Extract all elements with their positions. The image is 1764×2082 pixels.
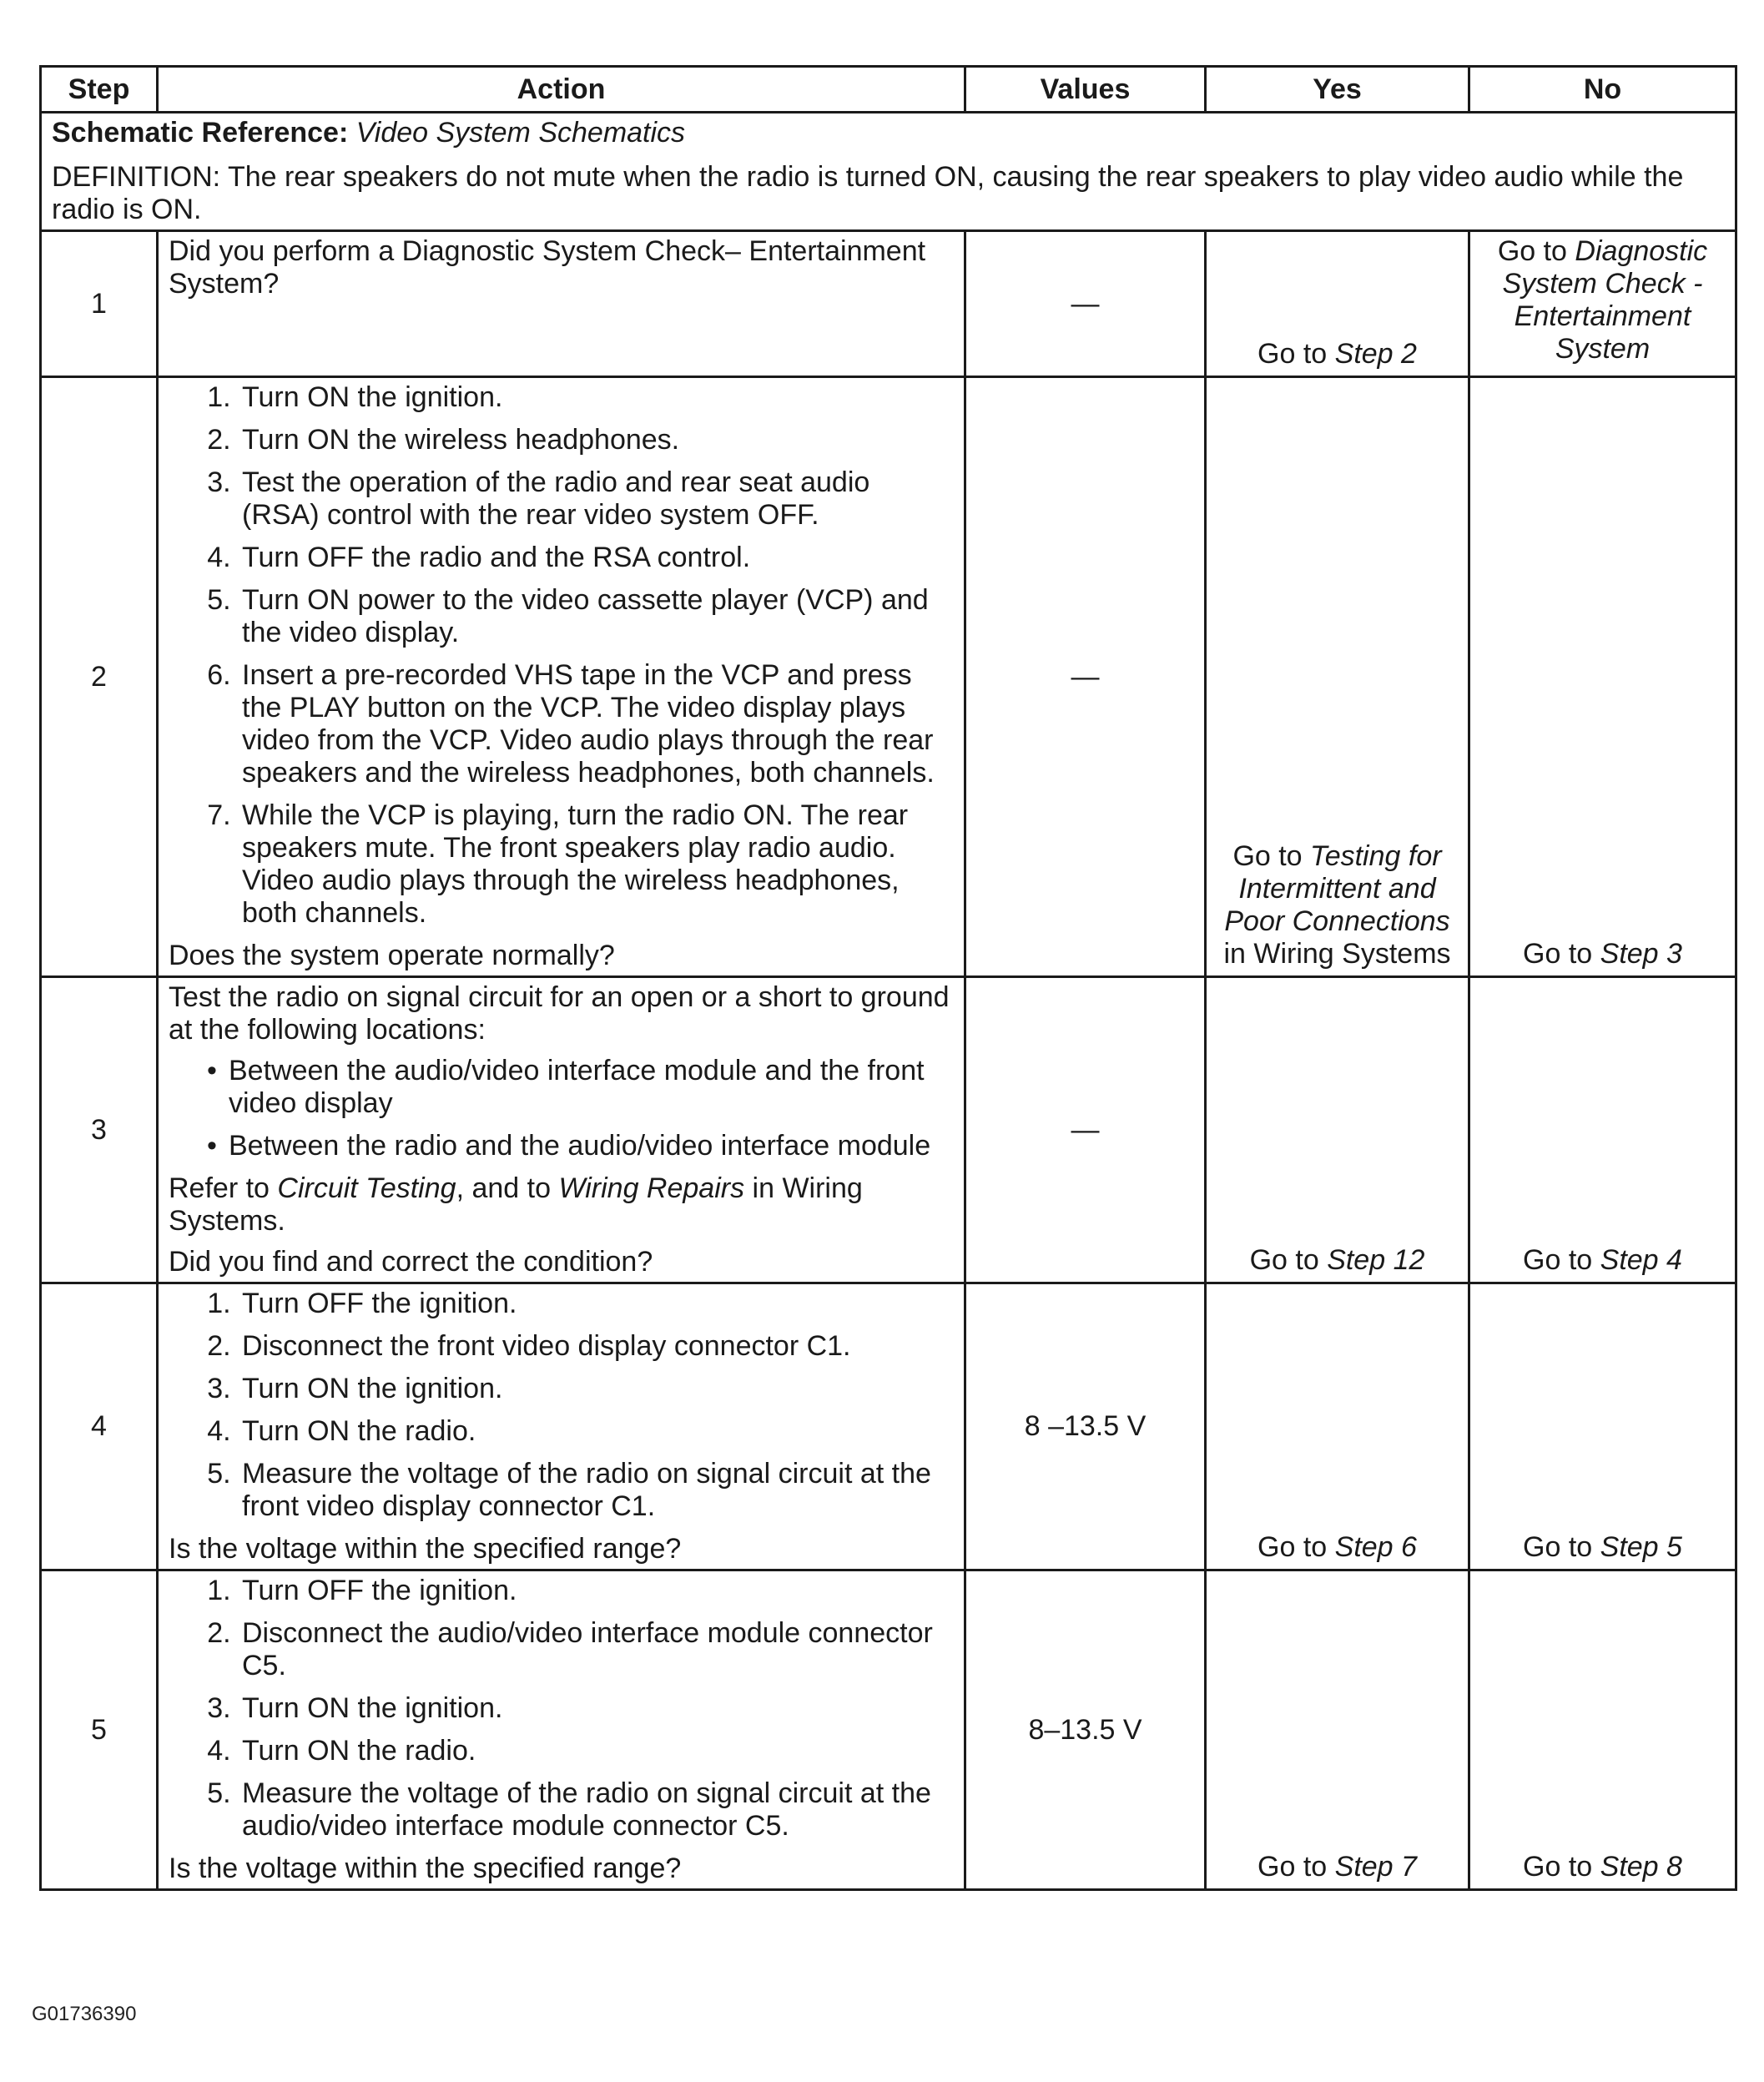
goto-link[interactable]: Step 6 (1334, 1531, 1417, 1563)
step-action (158, 1570, 965, 1890)
step-yes: Go to Step 7 (1206, 1570, 1469, 1890)
goto-link[interactable]: Step 4 (1600, 1244, 1682, 1276)
bullet-item: • Between the radio and the audio/video interface module (229, 1130, 954, 1162)
goto-link[interactable]: Step 7 (1334, 1851, 1417, 1883)
instruction-item: 6. Insert a pre-recorded VHS tape in the VCP and press the PLAY button on the VCP. The video display plays video from the VCP. Video audio plays through the rear speakers and the wireless headphones, both channels. (239, 659, 954, 789)
step-row-5 (41, 1570, 1736, 1890)
header-values: Values (965, 67, 1206, 113)
instruction-item: 5. Turn ON power to the video cassette player (VCP) and the video display. (239, 584, 954, 649)
instruction-item: 3. Turn ON the ignition. (239, 1373, 954, 1405)
instruction-item: 3. Test the operation of the radio and rear seat audio (RSA) control with the rear video system OFF. (239, 466, 954, 532)
step-question: Did you find and correct the condition? (169, 1246, 653, 1278)
step-no: Go to Step 4 (1469, 977, 1736, 1283)
step-number: 3 (41, 977, 158, 1283)
step-row-1 (41, 231, 1736, 377)
step-number: 2 (41, 377, 158, 977)
diagnostic-table (39, 65, 1737, 1891)
step-intro: Test the radio on signal circuit for an open or a short to ground at the following locations: (169, 981, 950, 1046)
reference-link[interactable]: Wiring Repairs (558, 1172, 745, 1204)
step-no: Go to Diagnostic System Check - Entertainment System (1469, 231, 1736, 377)
instruction-item: 7. While the VCP is playing, turn the radio ON. The rear speakers mute. The front speakers play radio audio. Video audio plays through the wireless headphones, both channels. (239, 799, 954, 930)
header-row (41, 67, 1736, 113)
step-no: Go to Step 8 (1469, 1570, 1736, 1890)
step-no: Go to Step 5 (1469, 1283, 1736, 1570)
step-row-2 (41, 377, 1736, 977)
goto-link[interactable]: Step 8 (1600, 1851, 1682, 1883)
schematic-reference (52, 117, 1725, 149)
goto-link[interactable]: Step 5 (1600, 1531, 1682, 1563)
step-question: Does the system operate normally? (169, 940, 615, 971)
goto-link[interactable]: Testing for Intermittent and Poor Connections (1224, 840, 1450, 937)
instruction-item: 2. Turn ON the wireless headphones. (239, 424, 954, 456)
instruction-item: 3. Turn ON the ignition. (239, 1692, 954, 1725)
bullet-item: • Between the audio/video interface module and the front video display (229, 1055, 954, 1120)
step-value: — (965, 977, 1206, 1283)
goto-link[interactable]: Step 3 (1600, 938, 1682, 970)
step-row-4 (41, 1283, 1736, 1570)
goto-link[interactable]: Diagnostic System Check - Entertainment System (1502, 235, 1708, 365)
header-step: Step (41, 67, 158, 113)
step-number: 1 (41, 231, 158, 377)
instruction-item: 2. Disconnect the audio/video interface module connector C5. (239, 1617, 954, 1682)
step-reference: Refer to Circuit Testing, and to Wiring Repairs in Wiring Systems. (169, 1172, 863, 1237)
instruction-item: 4. Turn OFF the radio and the RSA control. (239, 542, 954, 574)
figure-code: G01736390 (32, 2003, 137, 2025)
step-number: 4 (41, 1283, 158, 1570)
step-yes: Go to Step 2 (1206, 231, 1469, 377)
step-question: Did you perform a Diagnostic System Check– Entertainment System? (169, 235, 926, 300)
definition-text: DEFINITION: The rear speakers do not mute when the radio is turned ON, causing the rear speakers to play video audio while the radio is ON. (52, 161, 1684, 225)
step-yes: Go to Step 6 (1206, 1283, 1469, 1570)
instruction-item: 4. Turn ON the radio. (239, 1735, 954, 1767)
instruction-item: 2. Disconnect the front video display connector C1. (239, 1330, 954, 1363)
step-action (158, 377, 965, 977)
step-yes: Go to Testing for Intermittent and Poor Connections in Wiring Systems (1206, 377, 1469, 977)
goto-link[interactable]: Step 12 (1327, 1244, 1425, 1276)
step-number: 5 (41, 1570, 158, 1890)
schematic-row (41, 113, 1736, 231)
step-instructions (169, 381, 954, 930)
instruction-item: 5. Measure the voltage of the radio on signal circuit at the front video display connector C1. (239, 1458, 954, 1523)
header-action: Action (158, 67, 965, 113)
schematic-link[interactable]: Video System Schematics (355, 117, 686, 149)
step-yes: Go to Step 12 (1206, 977, 1469, 1283)
step-action (158, 977, 965, 1283)
schematic-label: Schematic Reference: (52, 117, 349, 149)
instruction-item: 1. Turn OFF the ignition. (239, 1288, 954, 1320)
step-bullets (169, 1055, 954, 1162)
instruction-item: 5. Measure the voltage of the radio on signal circuit at the audio/video interface module connector C5. (239, 1777, 954, 1843)
goto-link[interactable]: Step 2 (1334, 338, 1417, 370)
header-yes: Yes (1206, 67, 1469, 113)
step-row-3 (41, 977, 1736, 1283)
step-instructions (169, 1575, 954, 1843)
instruction-item: 1. Turn ON the ignition. (239, 381, 954, 414)
header-no: No (1469, 67, 1736, 113)
instruction-item: 1. Turn OFF the ignition. (239, 1575, 954, 1607)
step-action (158, 1283, 965, 1570)
schematic-cell (41, 113, 1736, 231)
step-no: Go to Step 3 (1469, 377, 1736, 977)
step-value: 8–13.5 V (965, 1570, 1206, 1890)
step-question: Is the voltage within the specified range? (169, 1853, 682, 1884)
step-question: Is the voltage within the specified range? (169, 1533, 682, 1565)
step-value: — (965, 231, 1206, 377)
step-action (158, 231, 965, 377)
step-value: 8 –13.5 V (965, 1283, 1206, 1570)
instruction-item: 4. Turn ON the radio. (239, 1415, 954, 1448)
step-value: — (965, 377, 1206, 977)
step-instructions (169, 1288, 954, 1523)
reference-link[interactable]: Circuit Testing (277, 1172, 456, 1204)
